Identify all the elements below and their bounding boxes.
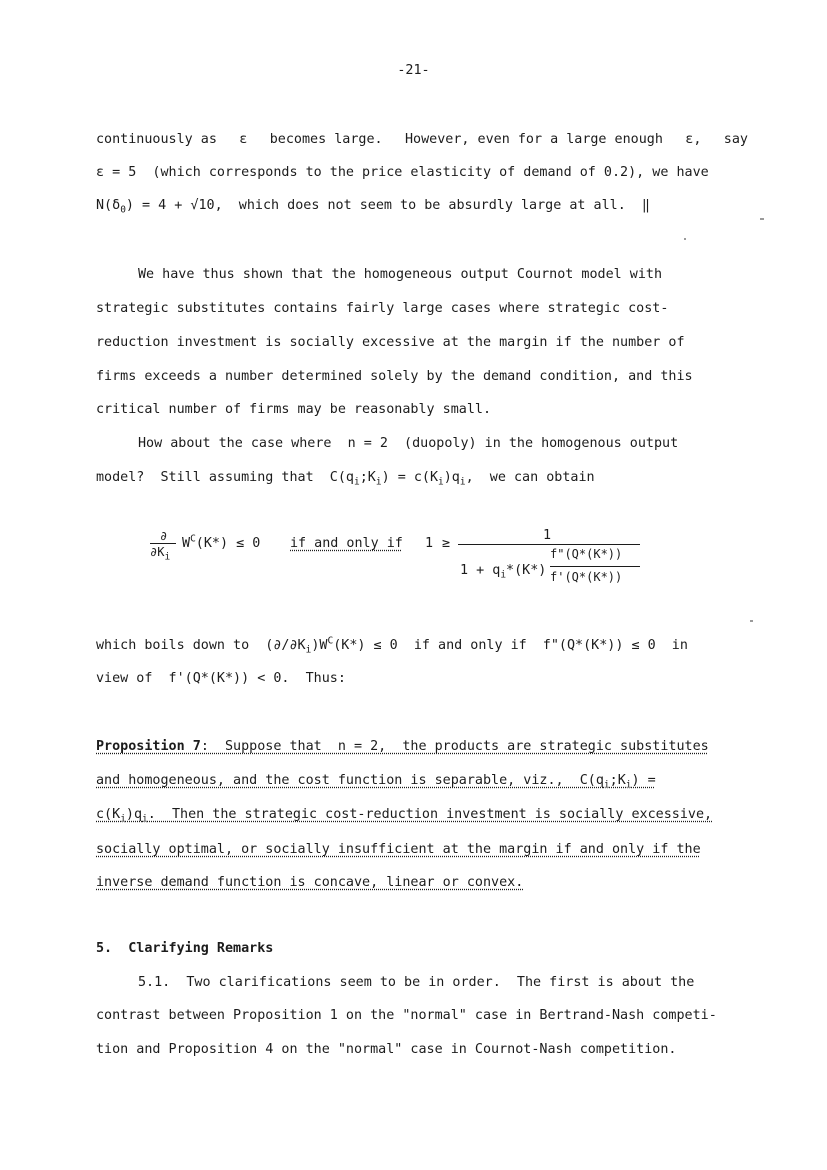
fraction-bar [550, 566, 640, 567]
paragraph-line: contrast between Proposition 1 on the "normal" case in Bertrand-Nash competi- [96, 1008, 717, 1023]
paragraph-line: critical number of firms may be reasonably small. [96, 402, 492, 417]
paragraph-line: strategic substitutes contains fairly large cases where strategic cost- [96, 301, 669, 316]
scan-speck [760, 218, 764, 220]
paragraph-line: which boils down to $(\partial/\partial K_i)W^C(K*) \le 0$ if and only if f"(Q*(K*)) ≤ 0 in [96, 635, 688, 656]
proposition-line: inverse demand function is concave, linear or convex. [96, 875, 524, 890]
paragraph-line: tion and Proposition 4 on the "normal" case in Cournot-Nash competition. [96, 1042, 677, 1057]
paragraph-line: We have thus shown that the homogeneous output Cournot model with [138, 267, 663, 282]
proposition-label: Proposition 7 [96, 739, 201, 754]
proposition-line: $c(K_i)q_i$. Then the strategic cost-reduction investment is socially excessive, [96, 807, 713, 825]
paragraph-line: model? Still assuming that $C(q_i;K_i) = c(K_i)q_i$, we can obtain [96, 470, 595, 488]
paragraph-line: How about the case where n = 2 (duopoly) in the homogenous output [138, 436, 679, 451]
proposition-line: socially optimal, or socially insufficient at the margin if and only if the [96, 842, 701, 857]
text-line: ε = 5 (which corresponds to the price elasticity of demand of 0.2), we have [96, 165, 709, 180]
text-line: $N(\delta_0) = 4 + √10$, which does not seem to be absurdly large at all. ‖ [96, 198, 650, 216]
scan-speck [750, 620, 753, 622]
text-line: continuously as ε becomes large. However, even for a large enough ε, say [96, 132, 748, 147]
page-number: -21- [397, 63, 430, 78]
scan-speck [684, 238, 686, 240]
section-heading: 5. Clarifying Remarks [96, 941, 274, 956]
proposition-line: Proposition 7: Suppose that n = 2, the products are strategic substitutes [96, 739, 709, 754]
paragraph-line: view of f'(Q*(K*)) < 0. Thus: [96, 671, 346, 686]
paragraph-line: 5.1. Two clarifications seem to be in order. The first is about the [138, 975, 695, 990]
paragraph-line: firms exceeds a number determined solely by the demand condition, and this [96, 369, 693, 384]
iff-text: if and only if [290, 536, 403, 551]
paragraph-line: reduction investment is socially excessive at the margin if the number of [96, 335, 685, 350]
proposition-line: and homogeneous, and the cost function is separable, viz., $C(q_i;K_i)$ = [96, 773, 656, 791]
